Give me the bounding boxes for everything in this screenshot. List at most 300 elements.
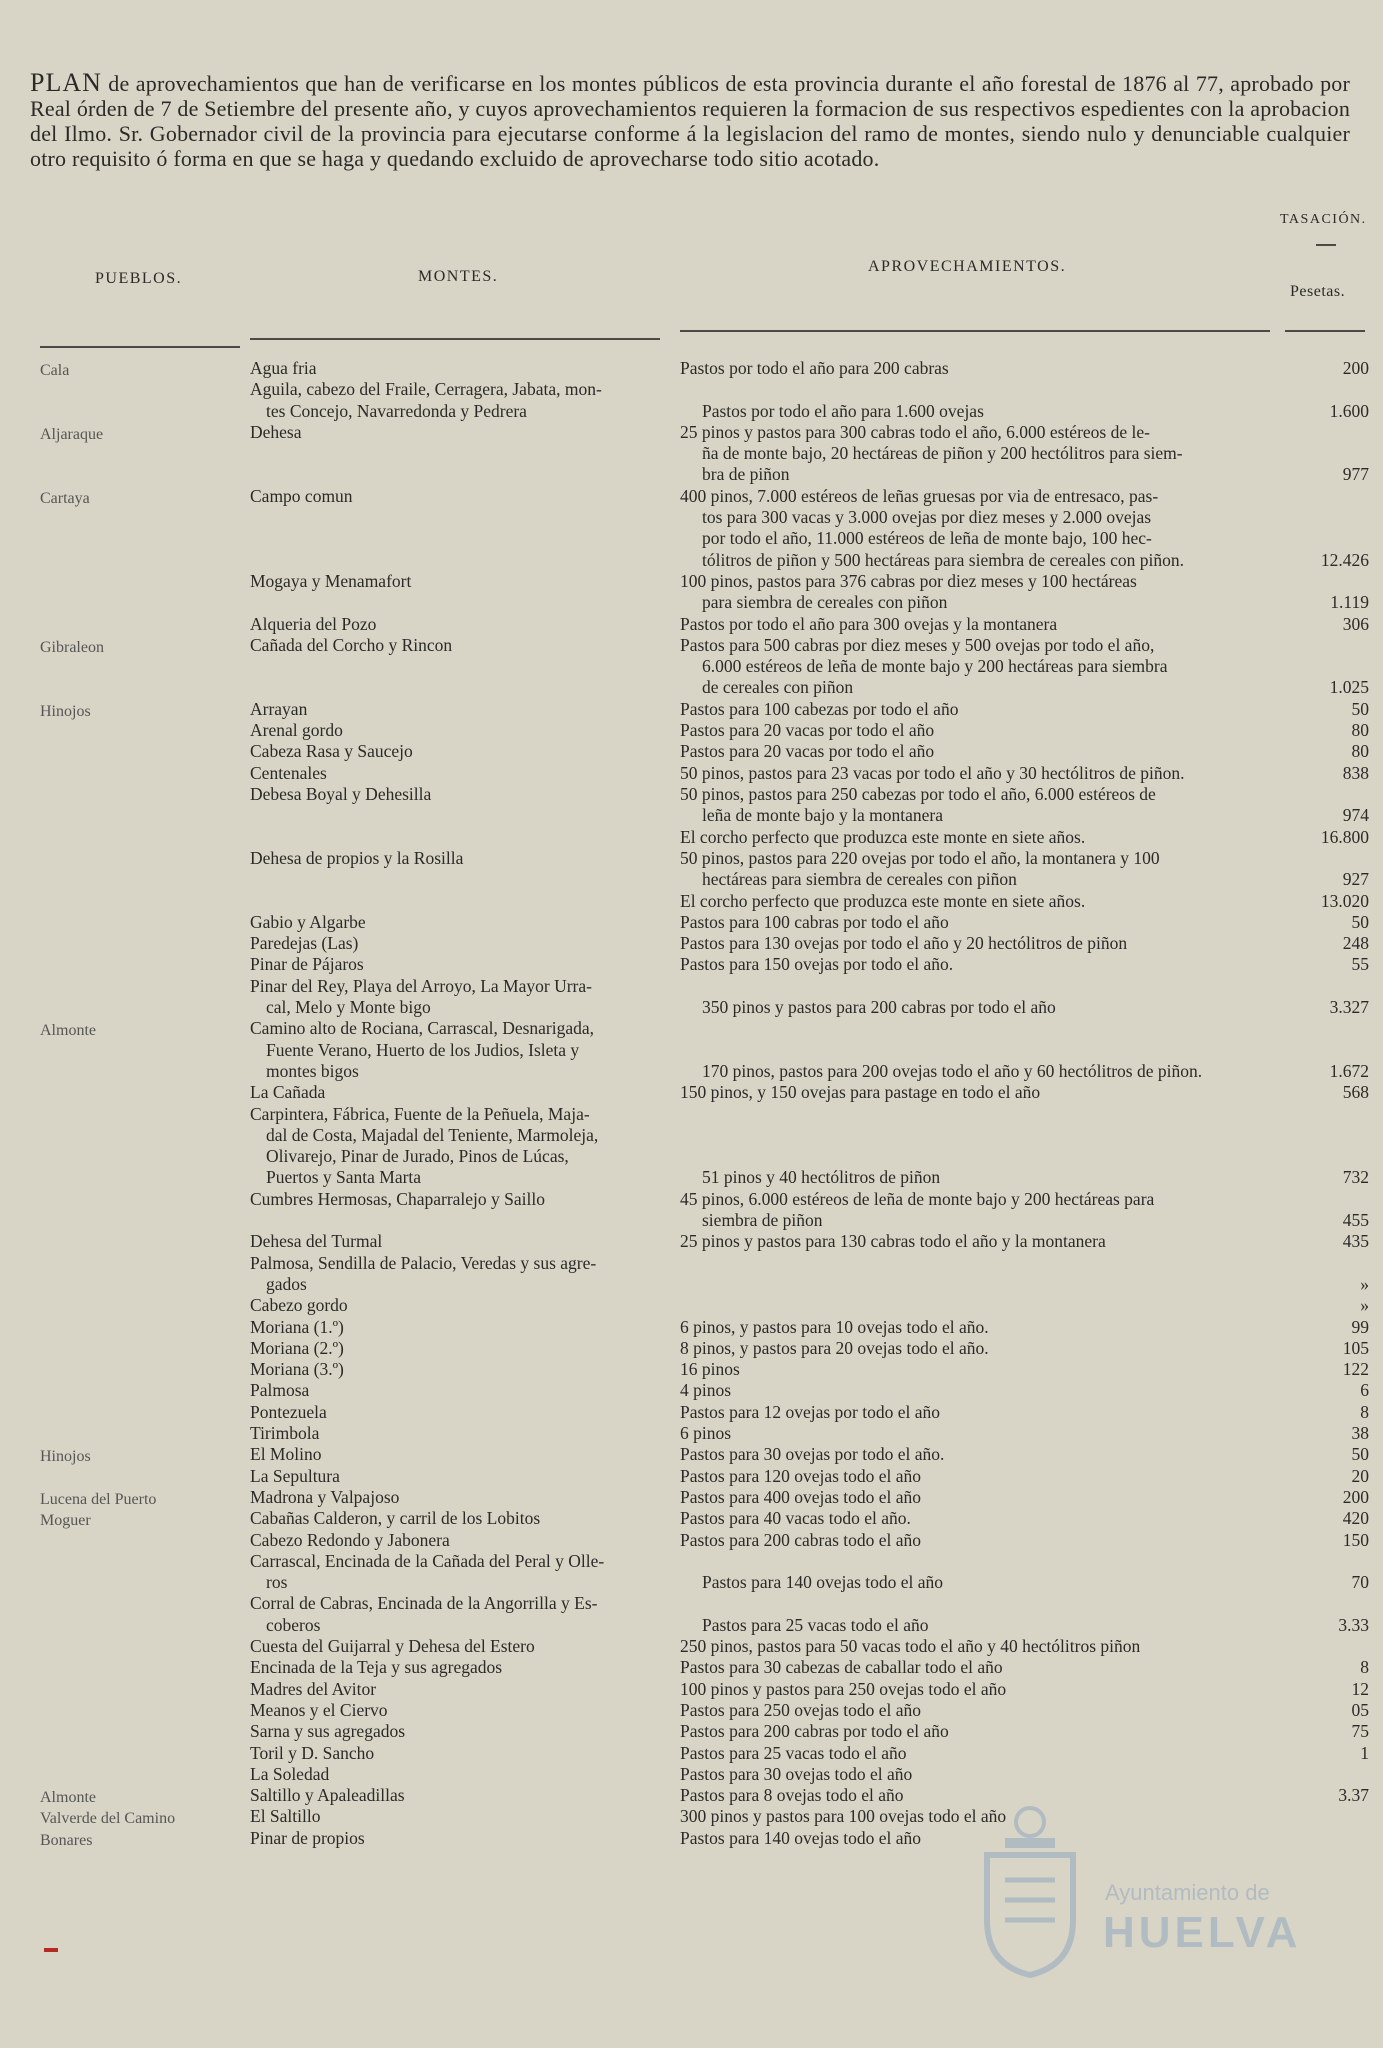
monte-cell [250, 358, 660, 379]
aprovechamiento-cell [680, 1338, 1290, 1359]
table-row [0, 1593, 1383, 1636]
aprovechamiento-cell [680, 720, 1290, 741]
aprovechamiento-cell [680, 422, 1290, 486]
table-row [0, 635, 1383, 699]
monte-cell [250, 1402, 660, 1423]
aprovechamiento-line: El corcho perfecto que produzca este monte en siete años. [680, 890, 1086, 911]
monte-line: Carrascal, Encinada de la Cañada del Peral y Olle- [250, 1550, 605, 1571]
monte-cell [250, 486, 660, 507]
monte-line: Cumbres Hermosas, Chaparralejo y Saillo [250, 1188, 546, 1209]
tasacion-cell: 05 [1351, 1699, 1369, 1720]
monte-line: Cabeza Rasa y Saucejo [250, 741, 413, 762]
aprovechamiento-line [680, 976, 1290, 997]
table-row [0, 1444, 1383, 1465]
monte-line: Palmosa, Sendilla de Palacio, Veredas y sus agre- [250, 1252, 597, 1273]
tasacion-cell: 435 [1342, 1231, 1369, 1252]
table-row [0, 1530, 1383, 1551]
table-row [0, 571, 1383, 614]
tasacion-cell: 3.33 [1338, 1614, 1369, 1635]
monte-line [250, 827, 660, 848]
monte-line: cal, Melo y Monte bigo [266, 996, 431, 1017]
tasacion-cell: 927 [1342, 869, 1369, 890]
aprovechamiento-line: Pastos para 30 cabezas de caballar todo el año [680, 1657, 1003, 1678]
aprovechamiento-line: Pastos para 140 ovejas todo el año [680, 1827, 922, 1848]
tasacion-cell: 122 [1342, 1359, 1369, 1380]
pueblo-cell: Lucena del Puerto [40, 1490, 157, 1508]
aprovechamiento-line: 250 pinos, pastos para 50 vacas todo el año y 40 hectólitros piñon [680, 1636, 1141, 1656]
monte-cell [250, 741, 660, 762]
tasacion-cell: 1.119 [1330, 592, 1369, 613]
tasacion-cell: 80 [1351, 720, 1369, 741]
tasacion-cell: » [1360, 1273, 1369, 1294]
aprovechamiento-line: 300 pinos y pastos para 100 ovejas todo el año [680, 1806, 1007, 1827]
monte-line: Camino alto de Rociana, Carrascal, Desnarigada, [250, 1018, 595, 1039]
tasacion-cell: 455 [1342, 1209, 1369, 1230]
aprovechamiento-cell [680, 933, 1290, 954]
monte-line: Centenales [250, 762, 327, 783]
aprovechamiento-line: 50 pinos, pastos para 250 cabezas por todo el año, 6.000 estéreos de [680, 784, 1156, 804]
pueblo-cell: Aljaraque [40, 425, 104, 443]
monte-line: Dehesa de propios y la Rosilla [250, 847, 464, 868]
monte-cell [250, 1104, 660, 1189]
monte-cell [250, 1487, 660, 1508]
tasacion-cell: 80 [1351, 741, 1369, 762]
monte-line: Tirimbola [250, 1423, 320, 1443]
header-rule-aprov [680, 330, 1270, 332]
aprovechamiento-line: Pastos para 100 cabras por todo el año [680, 911, 949, 932]
monte-line: Campo comun [250, 485, 353, 506]
aprovechamiento-line: 150 pinos, y 150 ovejas para pastage en todo el año [680, 1082, 1041, 1103]
aprovechamiento-line [680, 1253, 1290, 1274]
table-row [0, 784, 1383, 827]
aprovechamiento-cell [680, 891, 1290, 912]
tasacion-dash [1316, 244, 1336, 246]
aprovechamiento-cell [680, 1466, 1290, 1487]
monte-line: Moriana (2.º) [250, 1337, 344, 1358]
pueblo-cell: Cala [40, 362, 70, 379]
pueblo-cell: Moguer [40, 1512, 91, 1530]
aprovechamiento-line [680, 1146, 1290, 1167]
aprovechamiento-line: 8 pinos, y pastos para 20 ovejas todo el año. [680, 1337, 989, 1358]
aprovechamiento-line: Pastos para 400 ovejas todo el año [680, 1486, 922, 1507]
table-row [0, 1231, 1383, 1252]
tasacion-cell: 8 [1360, 1401, 1369, 1422]
monte-line: Pontezuela [250, 1401, 327, 1422]
monte-line: La Sepultura [250, 1465, 340, 1486]
tasacion-cell: 50 [1351, 698, 1369, 719]
aprovechamiento-line: Pastos para 30 ovejas por todo el año. [680, 1444, 945, 1465]
aprovechamiento-cell [680, 1700, 1290, 1721]
header-rule-montes [250, 338, 660, 340]
table-row [0, 1657, 1383, 1678]
aprovechamiento-cell [680, 741, 1290, 762]
aprovechamiento-line: ña de monte bajo, 20 hectáreas de piñon y 200 hectólitros para siem- [702, 443, 1183, 464]
monte-line: Paredejas (Las) [250, 933, 359, 954]
table-row [0, 1764, 1383, 1785]
monte-cell [250, 1679, 660, 1700]
pueblo-cell: Hinojos [40, 702, 91, 720]
table-row [0, 1104, 1383, 1189]
tasacion-cell: 568 [1342, 1082, 1369, 1103]
table-row [0, 1189, 1383, 1232]
monte-cell [250, 1338, 660, 1359]
monte-cell [250, 848, 660, 869]
aprovechamiento-line: 45 pinos, 6.000 estéreos de leña de monte bajo y 200 hectáreas para [680, 1188, 1155, 1209]
aprovechamiento-line: 350 pinos y pastos para 200 cabras por todo el año [702, 996, 1056, 1017]
table-row [0, 699, 1383, 720]
aprovechamiento-cell [680, 1444, 1290, 1465]
table-row [0, 1828, 1383, 1849]
aprovechamiento-cell [680, 1721, 1290, 1742]
monte-cell [250, 1231, 660, 1252]
monte-cell [250, 1253, 660, 1296]
table-row [0, 358, 1383, 379]
aprovechamiento-cell [680, 614, 1290, 635]
aprovechamiento-line: tólitros de piñon y 500 hectáreas para siembra de cereales con piñon. [702, 549, 1185, 570]
monte-line: Moriana (1.º) [250, 1316, 344, 1337]
table-row [0, 486, 1383, 571]
aprovechamiento-line: 6 pinos, y pastos para 10 ovejas todo el año. [680, 1316, 989, 1337]
monte-cell [250, 1444, 660, 1465]
aprovechamiento-line [680, 1295, 1290, 1316]
aprovechamiento-line: 25 pinos y pastos para 130 cabras todo el año y la montanera [680, 1231, 1106, 1252]
tasacion-cell: 6 [1360, 1380, 1369, 1401]
aprovechamiento-cell [680, 1593, 1290, 1636]
header-montes: MONTES. [418, 268, 499, 285]
monte-line: Fuente Verano, Huerto de los Judios, Isleta y [266, 1039, 580, 1060]
monte-cell [250, 1508, 660, 1529]
tasacion-cell: » [1360, 1295, 1369, 1316]
header-tasacion: TASACIÓN. [1280, 212, 1367, 227]
monte-line: coberos [266, 1614, 321, 1635]
monte-cell [250, 1317, 660, 1338]
aprovechamiento-cell [680, 1743, 1290, 1764]
monte-line: Gabio y Algarbe [250, 911, 366, 932]
aprovechamiento-cell [680, 784, 1290, 827]
table-row [0, 1508, 1383, 1529]
monte-cell [250, 1828, 660, 1849]
table-row [0, 741, 1383, 762]
monte-line: La Soledad [250, 1763, 330, 1784]
monte-line: Madres del Avitor [250, 1678, 377, 1699]
table-row [0, 422, 1383, 486]
table-row [0, 763, 1383, 784]
tasacion-cell: 838 [1342, 762, 1369, 783]
aprovechamiento-line: 400 pinos, 7.000 estéreos de leñas gruesas por via de entresaco, pas- [680, 485, 1159, 506]
tasacion-cell: 306 [1342, 613, 1369, 634]
monte-line: El Saltillo [250, 1806, 321, 1827]
monte-cell [250, 1743, 660, 1764]
table-row [0, 1636, 1383, 1657]
monte-line: Aguila, cabezo del Fraile, Cerragera, Jabata, mon- [250, 379, 602, 400]
tasacion-cell: 420 [1342, 1508, 1369, 1529]
aprovechamiento-line: por todo el año, 11.000 estéreos de leña de monte bajo, 100 hec- [702, 528, 1152, 549]
tasacion-cell: 150 [1342, 1529, 1369, 1550]
table-row [0, 1679, 1383, 1700]
monte-line: Pinar de propios [250, 1827, 365, 1848]
aprovechamiento-line: Pastos para 100 cabezas por todo el año [680, 698, 959, 719]
monte-line: Debesa Boyal y Dehesilla [250, 784, 432, 804]
aprovechamiento-cell [680, 635, 1290, 699]
table-row [0, 1082, 1383, 1103]
pueblo-cell: Almonte [40, 1789, 96, 1807]
tasacion-cell: 8 [1360, 1657, 1369, 1678]
monte-cell [250, 379, 660, 422]
aprovechamiento-line: 50 pinos, pastos para 220 ovejas por todo el año, la montanera y 100 [680, 847, 1160, 868]
monte-line: Moriana (3.º) [250, 1359, 344, 1380]
monte-cell [250, 784, 660, 805]
aprovechamiento-cell [680, 358, 1290, 379]
aprovechamiento-line: Pastos por todo el año para 300 ovejas y la montanera [680, 613, 1058, 634]
watermark-line2: HUELVA [1103, 1908, 1302, 1957]
aprovechamiento-line: 25 pinos y pastos para 300 cabras todo el año, 6.000 estéreos de le- [680, 421, 1150, 442]
aprovechamiento-cell [680, 763, 1290, 784]
table-row [0, 1700, 1383, 1721]
monte-cell [250, 699, 660, 720]
monte-line: La Cañada [250, 1082, 326, 1103]
aprovechamiento-line: 16 pinos [680, 1359, 740, 1380]
table-row [0, 827, 1383, 848]
table-row [0, 379, 1383, 422]
aprovechamiento-cell [680, 1657, 1290, 1678]
aprovechamiento-cell [680, 1317, 1290, 1338]
tasacion-cell: 1.672 [1329, 1060, 1369, 1081]
table-row [0, 848, 1383, 891]
aprovechamiento-cell [680, 1082, 1290, 1103]
aprovechamiento-line [680, 379, 1290, 400]
tasacion-cell: 732 [1342, 1167, 1369, 1188]
tasacion-cell: 20 [1351, 1465, 1369, 1486]
aprovechamiento-line: 100 pinos y pastos para 250 ovejas todo el año [680, 1678, 1007, 1699]
aprovechamiento-line: Pastos por todo el año para 200 cabras [680, 358, 949, 378]
header-aprovechamientos: APROVECHAMIENTOS. [868, 258, 1067, 275]
monte-cell [250, 976, 660, 1019]
monte-line: Pinar del Rey, Playa del Arroyo, La Mayor Urra- [250, 975, 592, 996]
monte-cell [250, 1359, 660, 1380]
monte-cell [250, 1189, 660, 1210]
monte-line: Pinar de Pájaros [250, 954, 364, 975]
monte-line: Cabezo gordo [250, 1295, 348, 1316]
monte-line: Puertos y Santa Marta [266, 1167, 422, 1188]
table-row [0, 1359, 1383, 1380]
aprovechamiento-line: Pastos para 250 ovejas todo el año [680, 1699, 922, 1720]
aprovechamiento-cell [680, 379, 1290, 422]
tasacion-cell: 3.327 [1329, 996, 1369, 1017]
intro-paragraph [30, 70, 1350, 171]
tasacion-cell: 13.020 [1320, 890, 1369, 911]
table-row [0, 1466, 1383, 1487]
aprovechamiento-line: 6 pinos [680, 1423, 732, 1443]
aprovechamiento-cell [680, 1551, 1290, 1594]
table-row [0, 976, 1383, 1019]
monte-line: Cabezo Redondo y Jabonera [250, 1529, 450, 1550]
monte-line: ros [266, 1572, 288, 1593]
aprovechamiento-line: leña de monte bajo y la montanera [702, 805, 944, 826]
table-row [0, 1423, 1383, 1444]
aprovechamiento-line: tos para 300 vacas y 3.000 ovejas por diez meses y 2.000 ovejas [702, 507, 1152, 528]
pueblo-cell: Cartaya [40, 489, 90, 507]
aprovechamiento-line [680, 1040, 1290, 1061]
monte-line: Palmosa [250, 1380, 310, 1401]
monte-cell [250, 1295, 660, 1316]
table-row [0, 1018, 1383, 1082]
aprovechamiento-line: para siembra de cereales con piñon [702, 592, 948, 613]
table-row [0, 1487, 1383, 1508]
aprovechamiento-line: Pastos por todo el año para 1.600 ovejas [702, 400, 984, 421]
monte-cell [250, 1423, 660, 1444]
monte-line: Dehesa del Turmal [250, 1231, 383, 1252]
aprovechamiento-cell [680, 1679, 1290, 1700]
table-row [0, 1253, 1383, 1296]
aprovechamiento-line: 6.000 estéreos de leña de monte bajo y 200 hectáreas para siembra [702, 656, 1168, 677]
aprovechamiento-cell [680, 699, 1290, 720]
monte-line: Arrayan [250, 698, 308, 719]
table-row [0, 1338, 1383, 1359]
monte-line: Mogaya y Menamafort [250, 571, 412, 591]
aprovechamiento-line [680, 1551, 1290, 1572]
aprovechamiento-line: Pastos para 8 ovejas todo el año [680, 1785, 904, 1806]
tasacion-cell: 105 [1342, 1337, 1369, 1358]
monte-cell [250, 1764, 660, 1785]
monte-line: Dehesa [250, 421, 302, 442]
aprovechamiento-line: Pastos para 200 cabras todo el año [680, 1529, 922, 1550]
aprovechamiento-line: de cereales con piñon [702, 677, 854, 698]
monte-line: tes Concejo, Navarredonda y Pedrera [266, 400, 527, 421]
tasacion-cell: 974 [1342, 805, 1369, 826]
aprovechamiento-line: 100 pinos, pastos para 376 cabras por diez meses y 100 hectáreas [680, 571, 1137, 591]
monte-cell [250, 1785, 660, 1806]
tasacion-cell: 55 [1351, 954, 1369, 975]
aprovechamiento-cell [680, 1636, 1290, 1657]
aprovechamiento-cell [680, 1359, 1290, 1380]
monte-cell [250, 1636, 660, 1657]
aprovechamiento-line [680, 1593, 1290, 1614]
monte-line: Sarna y sus agregados [250, 1721, 406, 1742]
monte-line: Agua fria [250, 358, 317, 378]
aprovechamiento-line: Pastos para 150 ovejas por todo el año. [680, 954, 954, 975]
monte-line: gados [266, 1273, 307, 1294]
aprovechamiento-cell [680, 1785, 1290, 1806]
aprovechamiento-cell [680, 1530, 1290, 1551]
pueblo-cell: Almonte [40, 1022, 96, 1040]
table-row [0, 933, 1383, 954]
tasacion-cell: 99 [1351, 1316, 1369, 1337]
monte-cell [250, 720, 660, 741]
tasacion-cell: 248 [1342, 933, 1369, 954]
monte-cell [250, 1082, 660, 1103]
margin-red-mark [44, 1948, 58, 1952]
monte-cell [250, 933, 660, 954]
aprovechamiento-line: Pastos para 200 cabras por todo el año [680, 1721, 949, 1742]
tasacion-cell: 200 [1342, 1486, 1369, 1507]
table-row [0, 1551, 1383, 1594]
monte-cell [250, 1018, 660, 1082]
aprovechamiento-cell [680, 1380, 1290, 1401]
tasacion-cell: 1.025 [1329, 677, 1369, 698]
aprovechamiento-cell [680, 1104, 1290, 1189]
aprovechamiento-line [680, 1104, 1290, 1125]
monte-line [250, 891, 660, 912]
monte-cell [250, 1657, 660, 1678]
table-row [0, 614, 1383, 635]
monte-line: Carpintera, Fábrica, Fuente de la Peñuela, Maja- [250, 1103, 590, 1124]
monte-cell [250, 1593, 660, 1636]
tasacion-cell: 3.37 [1338, 1785, 1369, 1806]
aprovechamiento-line: 4 pinos [680, 1380, 732, 1401]
monte-line: Cabañas Calderon, y carril de los Lobitos [250, 1508, 541, 1529]
aprovechamiento-line: El corcho perfecto que produzca este monte en siete años. [680, 826, 1086, 847]
table-row [0, 1295, 1383, 1316]
table-row [0, 1806, 1383, 1827]
monte-cell [250, 1380, 660, 1401]
tasacion-cell: 50 [1351, 1444, 1369, 1465]
monte-line: Corral de Cabras, Encinada de la Angorrilla y Es- [250, 1593, 598, 1614]
intro-text: de aprovechamientos que han de verificarse en los montes públicos de esta provincia durante el año forestal de 1876 al 77, aprobado por Real órden de 7 de Setiembre del presente año, y cuyos aprovechamientos requieren la formacion de sus respectivos espedientes con la aprobacion del Ilmo. Sr. Gobernador civil de la provincia para ejecutarse conforme á la legislacion del ramo de montes, siendo nulo y denunciable cualquier otro requisito ó forma en que se haga y quedando excluido de aprovecharse todo sitio acotado. [30, 71, 1351, 171]
monte-cell [250, 1551, 660, 1594]
monte-line: Olivarejo, Pinar de Jurado, Pinos de Lúcas, [266, 1146, 569, 1167]
monte-cell [250, 571, 660, 592]
monte-cell [250, 1721, 660, 1742]
aprovechamiento-line: Pastos para 40 vacas todo el año. [680, 1508, 911, 1529]
tasacion-cell: 50 [1351, 911, 1369, 932]
monte-cell [250, 635, 660, 656]
monte-line: Arenal gordo [250, 720, 343, 741]
monte-line: Encinada de la Teja y sus agregados [250, 1657, 503, 1678]
watermark-line1: Ayuntamiento de [1105, 1880, 1270, 1905]
tasacion-cell: 200 [1342, 358, 1369, 378]
monte-line: Saltillo y Apaleadillas [250, 1785, 405, 1806]
monte-line: dal de Costa, Majadal del Teniente, Marmoleja, [266, 1124, 599, 1145]
tasacion-cell: 12 [1351, 1678, 1369, 1699]
table-row [0, 1785, 1383, 1806]
aprovechamiento-line: 50 pinos, pastos para 23 vacas por todo el año y 30 hectólitros de piñon. [680, 762, 1185, 783]
tasacion-cell: 75 [1351, 1721, 1369, 1742]
aprovechamiento-cell [680, 1508, 1290, 1529]
aprovechamiento-cell [680, 1018, 1290, 1082]
aprovechamiento-line: Pastos para 30 ovejas todo el año [680, 1763, 913, 1784]
monte-cell [250, 1466, 660, 1487]
monte-line: montes bigos [266, 1060, 359, 1081]
monte-line: El Molino [250, 1444, 322, 1465]
monte-line: Cuesta del Guijarral y Dehesa del Estero [250, 1636, 535, 1656]
aprovechamiento-line: 170 pinos, pastos para 200 ovejas todo el año y 60 hectólitros de piñon. [702, 1060, 1203, 1081]
aprovechamiento-line: Pastos para 25 vacas todo el año [680, 1742, 907, 1763]
monte-cell [250, 1806, 660, 1827]
aprovechamiento-line: siembra de piñon [702, 1209, 823, 1230]
table-row [0, 891, 1383, 912]
aprovechamiento-cell [680, 486, 1290, 571]
monte-cell [250, 827, 660, 848]
aprovechamiento-cell [680, 976, 1290, 1019]
tasacion-cell: 38 [1351, 1423, 1369, 1443]
table-row [0, 1380, 1383, 1401]
monte-cell [250, 891, 660, 912]
monte-cell [250, 1700, 660, 1721]
aprovechamiento-cell [680, 1231, 1290, 1252]
tasacion-cell: 12.426 [1320, 549, 1369, 570]
intro-plan-word: PLAN [30, 68, 102, 97]
aprovechamiento-cell [680, 1487, 1290, 1508]
aprovechamiento-line: hectáreas para siembra de cereales con piñon [702, 869, 1017, 890]
aprovechamiento-line [680, 1125, 1290, 1146]
aprovechamiento-cell [680, 1402, 1290, 1423]
aprovechamiento-line: Pastos para 20 vacas por todo el año [680, 720, 935, 741]
table-row [0, 1402, 1383, 1423]
aprovechamiento-cell [680, 1806, 1290, 1827]
aprovechamiento-cell [680, 1253, 1290, 1296]
table-row [0, 912, 1383, 933]
aprovechamiento-line: Pastos para 25 vacas todo el año [702, 1614, 929, 1635]
